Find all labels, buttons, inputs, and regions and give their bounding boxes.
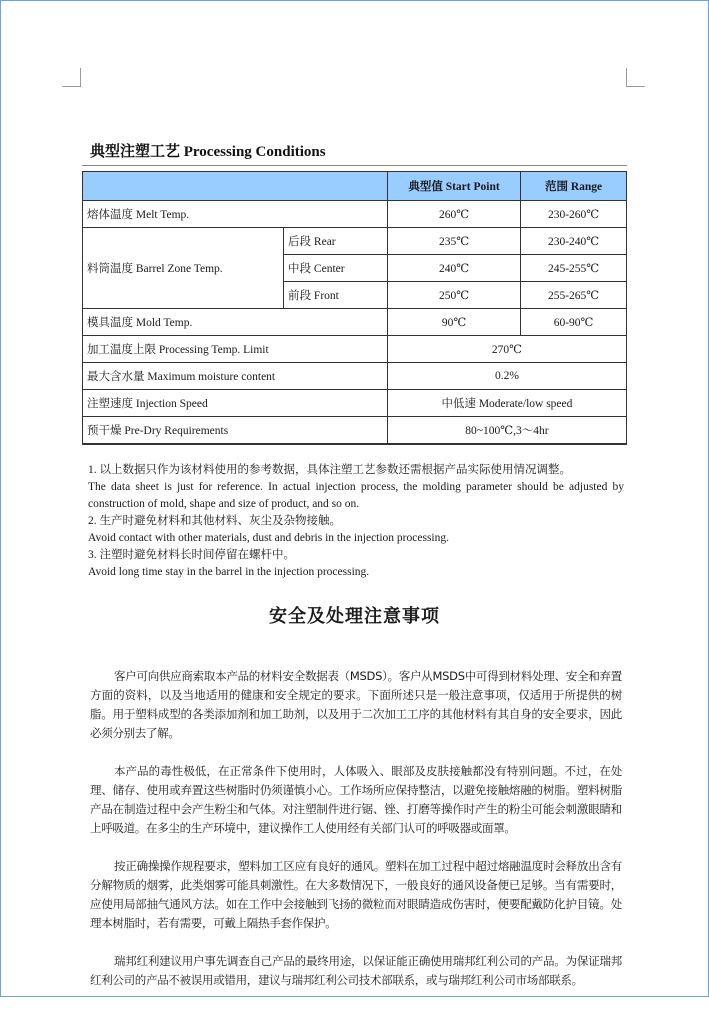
speed-value: 中低速 Moderate/low speed [387,390,626,417]
barrel-center-start: 240℃ [387,255,520,282]
barrel-center-range: 245-255℃ [521,255,627,282]
barrel-rear-range: 230-240℃ [521,228,627,255]
note-2-en: Avoid contact with other materials, dust and debris in the injection processing. [88,532,449,544]
header-empty-cell [83,172,388,201]
table-row [83,336,627,363]
moisture-value: 0.2% [387,363,626,390]
row-label-moisture: 最大含水量 Maximum moisture content [83,363,388,390]
mold-range: 60-90℃ [521,309,627,336]
safety-paragraph-1: 客户可向供应商索取本产品的材料安全数据表（MSDS）。客户从MSDS中可得到材料处理、安全和弃置方面的资料，以及当地适用的健康和安全规定的要求。下面所述只是一般注意事项，仅适用于所提供的树脂。用于塑料成型的各类添加剂和加工助剂，以及用于二次加工工序的其他材料有其自身的安全要求，因此必须分别去了解。 [90,669,622,740]
safety-paragraph-3: 按正确操操作规程要求，塑料加工区应有良好的通风。塑料在加工过程中超过熔融温度时会释放出含有分解物质的烟雾，此类烟雾可能具刺激性。在大多数情况下，一般良好的通风设备便已足够。当有需要时，应使用局部抽气通风方法。如在工作中会接触到飞扬的微粒而对眼睛造成伤害时，便要配戴防化护目镜。处理本树脂时，若有需要，可戴上隔热手套作保护。 [90,859,622,930]
safety-paragraph-2: 本产品的毒性极低，在正常条件下使用时，人体吸入、眼部及皮肤接触都没有特别问题。不过，在处理、储存、使用或弃置这些树脂时仍须谨慎小心。工作场所应保持整洁，以避免接触熔融的树脂。塑料树脂产品在制造过程中会产生粉尘和气体。对注塑制件进行锯、锉、打磨等操作时产生的粉尘可能会刺激眼睛和上呼吸道。在多尘的生产环境中，建议操作工人使用经有关部门认可的呼吸器或面罩。 [90,764,622,835]
margin-mark-top-right [626,68,645,87]
note-2-cn: 2. 生产时避免材料和其他材料、灰尘及杂物接触。 [88,515,341,527]
row-label-speed: 注塑速度 Injection Speed [83,390,388,417]
row-label-predry: 预干燥 Pre-Dry Requirements [83,417,388,445]
note-3-cn: 3. 注塑时避免材料长时间停留在螺杆中。 [88,549,295,561]
barrel-front-range: 255-265℃ [521,282,627,309]
safety-paragraph-4: 瑞邦红利建议用户事先调查自己产品的最终用途，以保证能正确使用瑞邦红利公司的产品。为保证瑞邦红利公司的产品不被误用或错用，建议与瑞邦红利公司技术部联系，或与瑞邦红利公司市场部联系。 [90,954,622,987]
note-3-en: Avoid long time stay in the barrel in the injection processing. [88,566,370,578]
melt-start: 260℃ [387,201,520,228]
table-row [83,363,627,390]
row-label-melt: 熔体温度 Melt Temp. [83,201,388,228]
barrel-front-start: 250℃ [387,282,520,309]
processing-conditions-table [82,171,627,445]
table-row [83,228,627,255]
table-header-row [83,172,627,201]
safety-title: 安全及处理注意事项 [269,606,440,626]
header-range: 范围 Range [521,172,627,201]
margin-mark-top-left [62,68,81,87]
barrel-rear-label: 后段 Rear [284,228,388,255]
table-row [83,417,627,445]
row-label-barrel: 料筒温度 Barrel Zone Temp. [83,228,284,309]
table-row [83,201,627,228]
safety-paragraphs [90,667,622,1009]
barrel-rear-start: 235℃ [387,228,520,255]
row-label-limit: 加工温度上限 Processing Temp. Limit [83,336,388,363]
row-label-mold: 模具温度 Mold Temp. [83,309,388,336]
header-start-point: 典型值 Start Point [387,172,520,201]
title-rule [82,165,627,166]
table-row [83,390,627,417]
predry-value: 80~100℃,3～4hr [387,417,626,445]
barrel-center-label: 中段 Center [284,255,388,282]
note-1-en: The data sheet is just for reference. In actual injection process, the molding parameter should be adjusted by construction of mold, shape and size of product, and so on. [88,481,624,510]
note-1-cn: 1. 以上数据只作为该材料使用的参考数据，具体注塑工艺参数还需根据产品实际使用情况调整。 [88,464,571,476]
notes [88,462,624,581]
limit-value: 270℃ [387,336,626,363]
table-row [83,309,627,336]
mold-start: 90℃ [387,309,520,336]
barrel-front-label: 前段 Front [284,282,388,309]
section-title: 典型注塑工艺 Processing Conditions [90,144,326,160]
melt-range: 230-260℃ [521,201,627,228]
